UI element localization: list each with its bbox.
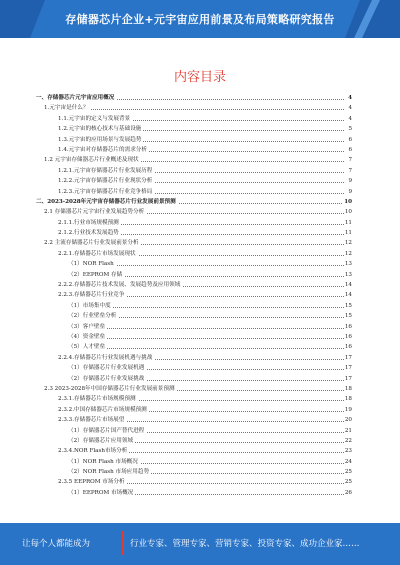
toc-entry[interactable] <box>36 197 352 207</box>
toc-entry-text: 2.3.1.存储器芯片市场规模预测 <box>58 396 136 403</box>
toc-page-number: 5 <box>347 124 352 134</box>
toc-page-number: 17 <box>344 353 352 363</box>
footer-slogan-right: 行业专家、管理专家、营销专家、投资专家、成功企业家…… <box>130 539 360 549</box>
toc-page-number: 13 <box>344 270 352 280</box>
toc-entry-text: （2）NOR Flash 市场应用趋势 <box>68 469 150 476</box>
toc-entry-text: （2）行业壁垒分析 <box>68 313 117 320</box>
toc-entry[interactable] <box>36 290 352 300</box>
toc-page-number: 15 <box>344 311 352 321</box>
toc-entry[interactable] <box>36 103 352 113</box>
table-of-contents <box>36 93 352 498</box>
toc-entry-text: 2.3.4.NOR Flash市场分析 <box>58 448 128 455</box>
toc-entry[interactable] <box>36 187 352 197</box>
toc-entry-text: （1）NOR Flash 市场概况 <box>68 458 138 465</box>
toc-entry-text: （1）EEPROM 市场概况 <box>68 489 134 496</box>
footer-slogan-left: 让每个人都能成为 <box>22 539 91 549</box>
toc-dot-leader <box>68 328 344 329</box>
toc-page-number: 18 <box>344 384 352 394</box>
toc-entry-text: （2）存储器芯片行业发展挑战 <box>68 375 145 382</box>
toc-entry-text: 1.2.1.元宇宙存储器芯片行业发展历程 <box>58 167 153 174</box>
toc-entry-text: （5）人才壁垒 <box>68 344 106 351</box>
footer-banner <box>0 523 400 565</box>
toc-entry[interactable] <box>36 405 352 415</box>
toc-entry[interactable] <box>36 477 352 487</box>
toc-entry[interactable] <box>36 415 352 425</box>
toc-entry-text: 二、2023-2028年元宇宙存储器芯片行业发展前景预测 <box>36 198 176 205</box>
toc-page-number: 25 <box>344 477 352 487</box>
toc-page-number: 6 <box>347 135 352 145</box>
toc-page-number: 25 <box>344 467 352 477</box>
toc-page-number: 18 <box>344 394 352 404</box>
toc-page-number: 4 <box>347 114 352 124</box>
toc-dot-leader <box>68 338 344 339</box>
toc-page-number: 6 <box>347 145 352 155</box>
toc-page-number: 13 <box>344 259 352 269</box>
toc-entry[interactable] <box>36 155 352 165</box>
toc-page-number: 7 <box>347 166 352 176</box>
toc-entry[interactable] <box>36 93 352 103</box>
toc-page-number: 4 <box>347 103 352 113</box>
toc-page-number: 7 <box>347 155 352 165</box>
toc-entry-text: 2.2.1.存储器芯片市场发展现状 <box>58 250 136 257</box>
toc-entry-text: （1）市场集中度 <box>68 302 111 309</box>
toc-entry-text: 2.3.5 EEPROM 市场分析 <box>58 479 125 486</box>
toc-entry[interactable] <box>36 228 352 238</box>
toc-entry[interactable] <box>36 363 352 373</box>
toc-entry-text: 1.2.2.元宇宙存储器芯片行业现状分析 <box>58 178 153 185</box>
toc-entry-text: 1.元宇宙是什么？ <box>44 105 89 112</box>
toc-entry[interactable] <box>36 353 352 363</box>
toc-entry[interactable] <box>36 394 352 404</box>
toc-page-number: 16 <box>344 322 352 332</box>
toc-page-number: 23 <box>344 446 352 456</box>
toc-entry-text: 2.3 2023-2028年中国存储器芯片行业发展前景预测 <box>44 385 175 392</box>
toc-entry[interactable] <box>36 259 352 269</box>
toc-entry-text: （1）存储器芯片行业发展机遇 <box>68 365 145 372</box>
toc-page-number: 26 <box>344 488 352 498</box>
toc-entry[interactable] <box>36 301 352 311</box>
toc-entry-text: 1.3.元宇宙的应用场景与发展趋势 <box>58 136 142 143</box>
toc-page-number: 19 <box>344 405 352 415</box>
toc-page-number: 12 <box>344 238 352 248</box>
toc-entry-text: 2.1.1.行业市场规模预测 <box>58 219 119 226</box>
toc-page-number: 24 <box>344 457 352 467</box>
toc-entry[interactable] <box>36 270 352 280</box>
report-title: 存储器芯片企业+元宇宙应用前景及布局策略研究报告 <box>65 13 335 26</box>
toc-entry[interactable] <box>36 436 352 446</box>
toc-page-number: 10 <box>343 197 352 207</box>
toc-page-number: 11 <box>344 218 352 228</box>
toc-entry[interactable] <box>36 374 352 384</box>
footer-divider <box>122 531 124 555</box>
toc-entry[interactable] <box>36 114 352 124</box>
toc-entry[interactable] <box>36 311 352 321</box>
toc-entry-text: 2.3.3.存储器芯片市场展望 <box>58 417 125 424</box>
toc-entry-text: 1.2.元宇宙的核心技术与基础设施 <box>58 126 142 133</box>
toc-entry[interactable] <box>36 176 352 186</box>
toc-entry[interactable] <box>36 145 352 155</box>
toc-entry-text: 2.1 存储器芯片元宇宙行业发展趋势分析 <box>44 209 145 216</box>
toc-page-number: 17 <box>344 363 352 373</box>
toc-page-number: 22 <box>344 436 352 446</box>
toc-entry[interactable] <box>36 384 352 394</box>
toc-entry-text: 1.4.元宇宙对存储器芯片的需求分析 <box>58 146 147 153</box>
toc-page-number: 11 <box>344 228 352 238</box>
toc-entry-text: 2.2.3.存储器芯片行业竞争 <box>58 292 125 299</box>
toc-page-number: 9 <box>347 176 352 186</box>
toc-entry[interactable] <box>36 488 352 498</box>
toc-entry-text: （1）存储器芯片国产替代进程 <box>68 427 145 434</box>
toc-page-number: 4 <box>347 93 352 103</box>
toc-entry[interactable] <box>36 124 352 134</box>
toc-page-number: 10 <box>344 207 352 217</box>
toc-entry-text: 2.2.2.存储器芯片技术发展、发展趋势及应用领域 <box>58 282 181 289</box>
toc-entry[interactable] <box>36 218 352 228</box>
toc-entry-text: 1.2 元宇宙存储器芯片行业概述及现状 <box>44 157 139 164</box>
toc-entry-text: （1）NOR Flash <box>68 261 114 268</box>
toc-entry[interactable] <box>36 322 352 332</box>
toc-entry-text: 1.1.元宇宙的定义与发展背景 <box>58 115 131 122</box>
toc-page-number: 15 <box>344 301 352 311</box>
toc-entry[interactable] <box>36 332 352 342</box>
toc-page-number: 9 <box>347 187 352 197</box>
toc-heading: 内容目录 <box>173 70 226 85</box>
toc-page-number: 14 <box>344 280 352 290</box>
toc-entry[interactable] <box>36 280 352 290</box>
toc-page-number: 16 <box>344 342 352 352</box>
toc-page-number: 21 <box>344 426 352 436</box>
toc-entry-text: 2.1.2.行业技术发展趋势 <box>58 230 119 237</box>
toc-entry-text: 2.2 主流存储器芯片行业发展前景分析 <box>44 240 139 247</box>
header-banner <box>0 0 400 38</box>
toc-entry[interactable] <box>36 457 352 467</box>
toc-entry[interactable] <box>36 238 352 248</box>
toc-entry[interactable] <box>36 166 352 176</box>
toc-entry-text: （3）客户壁垒 <box>68 323 106 330</box>
toc-entry[interactable] <box>36 446 352 456</box>
toc-page-number: 12 <box>344 249 352 259</box>
toc-entry-text: 2.3.2.中国存储器芯片市场规模预测 <box>58 406 147 413</box>
toc-entry-text: 一、存储器芯片元宇宙应用概况 <box>36 95 115 101</box>
toc-entry-text: （2）EEPROM 存储 <box>68 271 123 278</box>
toc-entry-text: 2.2.4.存储器芯片行业发展机遇与挑战 <box>58 354 153 361</box>
toc-dot-leader <box>68 348 344 349</box>
toc-entry[interactable] <box>36 207 352 217</box>
toc-entry[interactable] <box>36 249 352 259</box>
toc-page-number: 17 <box>344 374 352 384</box>
toc-entry[interactable] <box>36 467 352 477</box>
toc-entry[interactable] <box>36 342 352 352</box>
toc-page-number: 20 <box>344 415 352 425</box>
toc-entry[interactable] <box>36 426 352 436</box>
toc-entry[interactable] <box>36 135 352 145</box>
toc-page-number: 16 <box>344 332 352 342</box>
toc-entry-text: （4）资金壁垒 <box>68 333 106 340</box>
toc-page-number: 14 <box>344 290 352 300</box>
toc-entry-text: （2）存储器芯片应用领域 <box>68 437 134 444</box>
toc-entry-text: 1.2.3.元宇宙存储器芯片行业竞争格局 <box>58 188 153 195</box>
